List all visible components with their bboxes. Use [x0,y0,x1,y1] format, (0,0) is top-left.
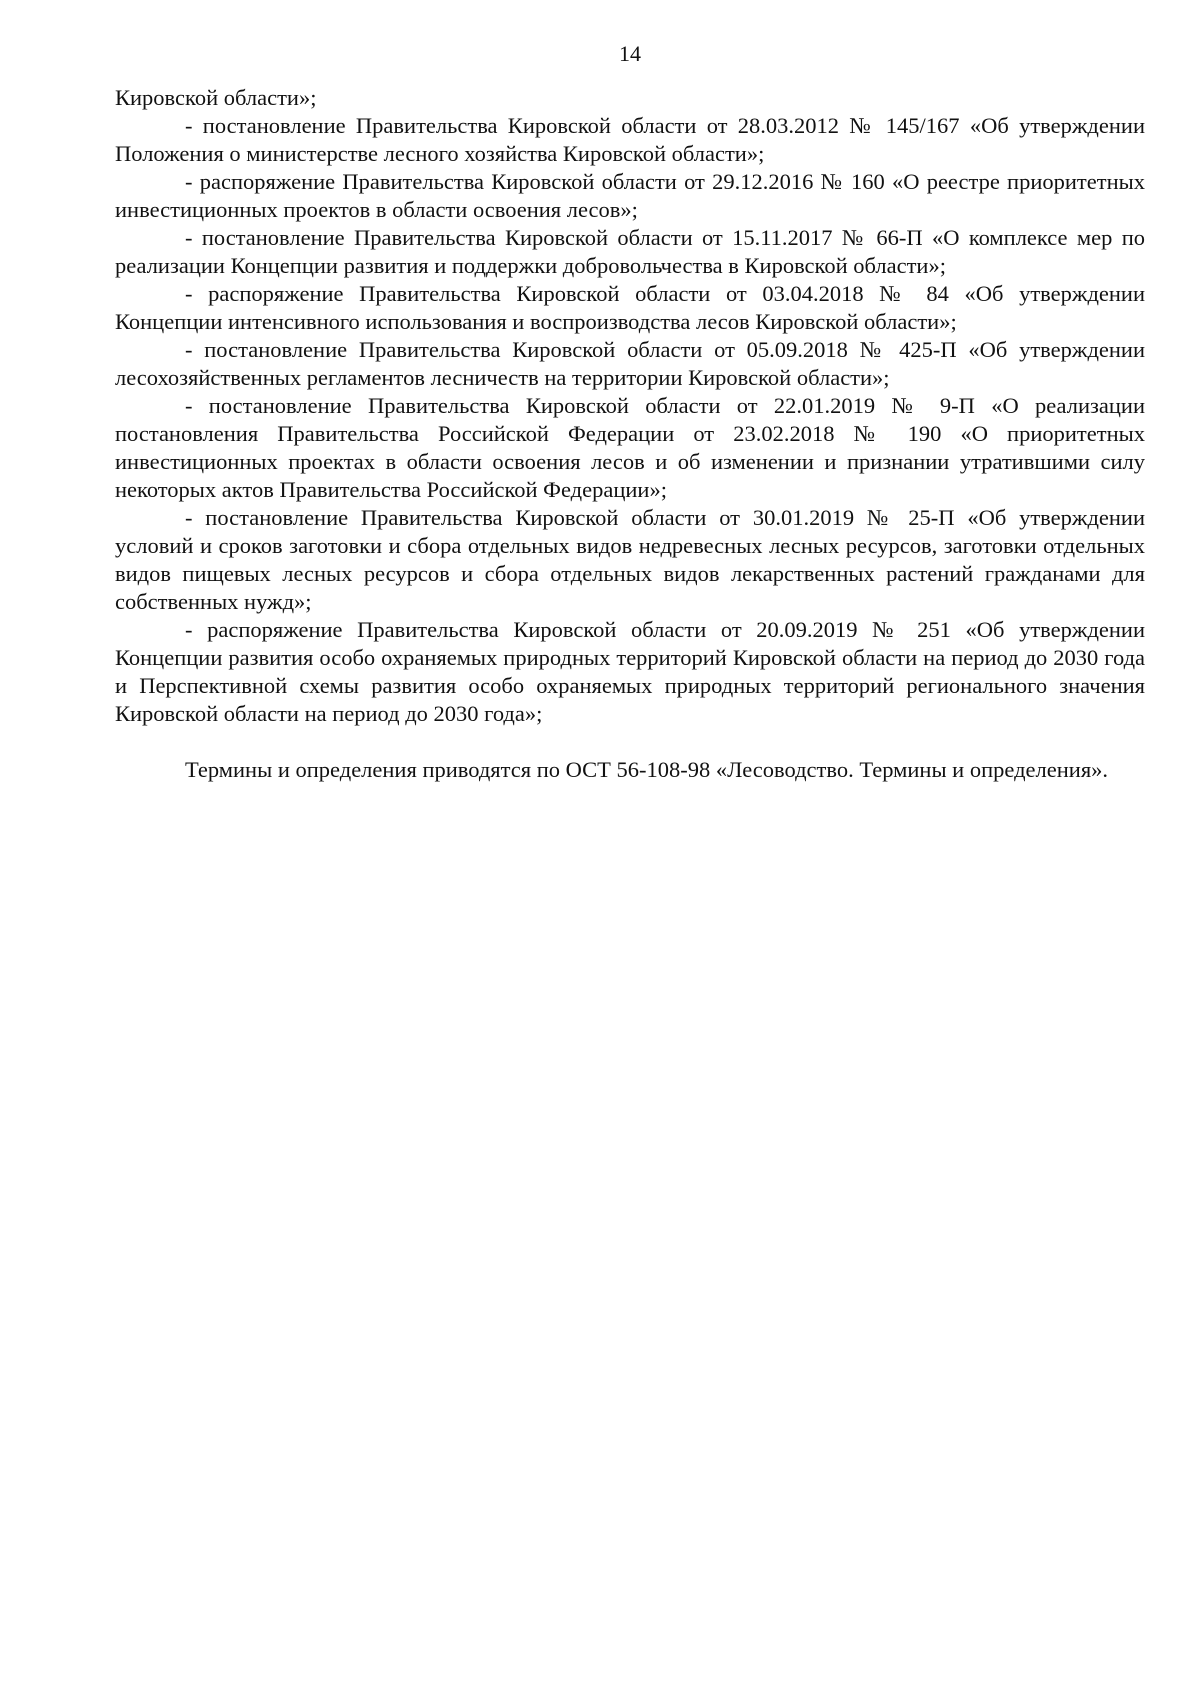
page-number: 14 [619,41,641,66]
terms-paragraph: Термины и определения приводятся по ОСТ 56-108-98 «Лесоводство. Термины и определения». [185,757,1109,782]
list-item-resolution-145-167: - постановление Правительства Кировской области от 28.03.2012 № 145/167 «Об утверждении Положения о министерстве лесного хозяйства Кировской области»; [115,113,1145,166]
list-item-resolution-25-p: - постановление Правительства Кировской области от 30.01.2019 № 25-П «Об утверждении условий и сроков заготовки и сбора отдельных видов недревесных лесных ресурсов, заготовки отдельных видов пищевых лесных ресурсов и сбора отдельных видов лекарственных растений гражданами для собственных нужд»; [115,505,1145,614]
list-item-order-160: - распоряжение Правительства Кировской области от 29.12.2016 № 160 «О реестре приоритетных инвестиционных проектов в области освоения лесов»; [115,169,1145,222]
paragraph-continuation: Кировской области»; [115,85,317,110]
list-item-resolution-425-p: - постановление Правительства Кировской области от 05.09.2018 № 425-П «Об утверждении лесохозяйственных регламентов лесничеств на территории Кировской области»; [115,337,1145,390]
list-item-order-84: - распоряжение Правительства Кировской области от 03.04.2018 № 84 «Об утверждении Концепции интенсивного использования и воспроизводства лесов Кировской области»; [115,281,1145,334]
list-item-order-251: - распоряжение Правительства Кировской области от 20.09.2019 № 251 «Об утверждении Концепции развития особо охраняемых природных территорий Кировской области на период до 2030 года и Перспективной схемы развития особо охраняемых природных территорий регионального значения Кировской области на период до 2030 года»; [115,617,1145,726]
list-item-resolution-9-p: - постановление Правительства Кировской области от 22.01.2019 № 9-П «О реализации постановления Правительства Российской Федерации от 23.02.2018 № 190 «О приоритетных инвестиционных проектах в области освоения лесов и об изменении и признании утратившими силу некоторых актов Правительства Российской Федерации»; [115,393,1145,502]
document-body [115,84,1145,784]
list-item-resolution-66-p: - постановление Правительства Кировской области от 15.11.2017 № 66-П «О комплексе мер по реализации Концепции развития и поддержки добровольчества в Кировской области»; [115,225,1145,278]
